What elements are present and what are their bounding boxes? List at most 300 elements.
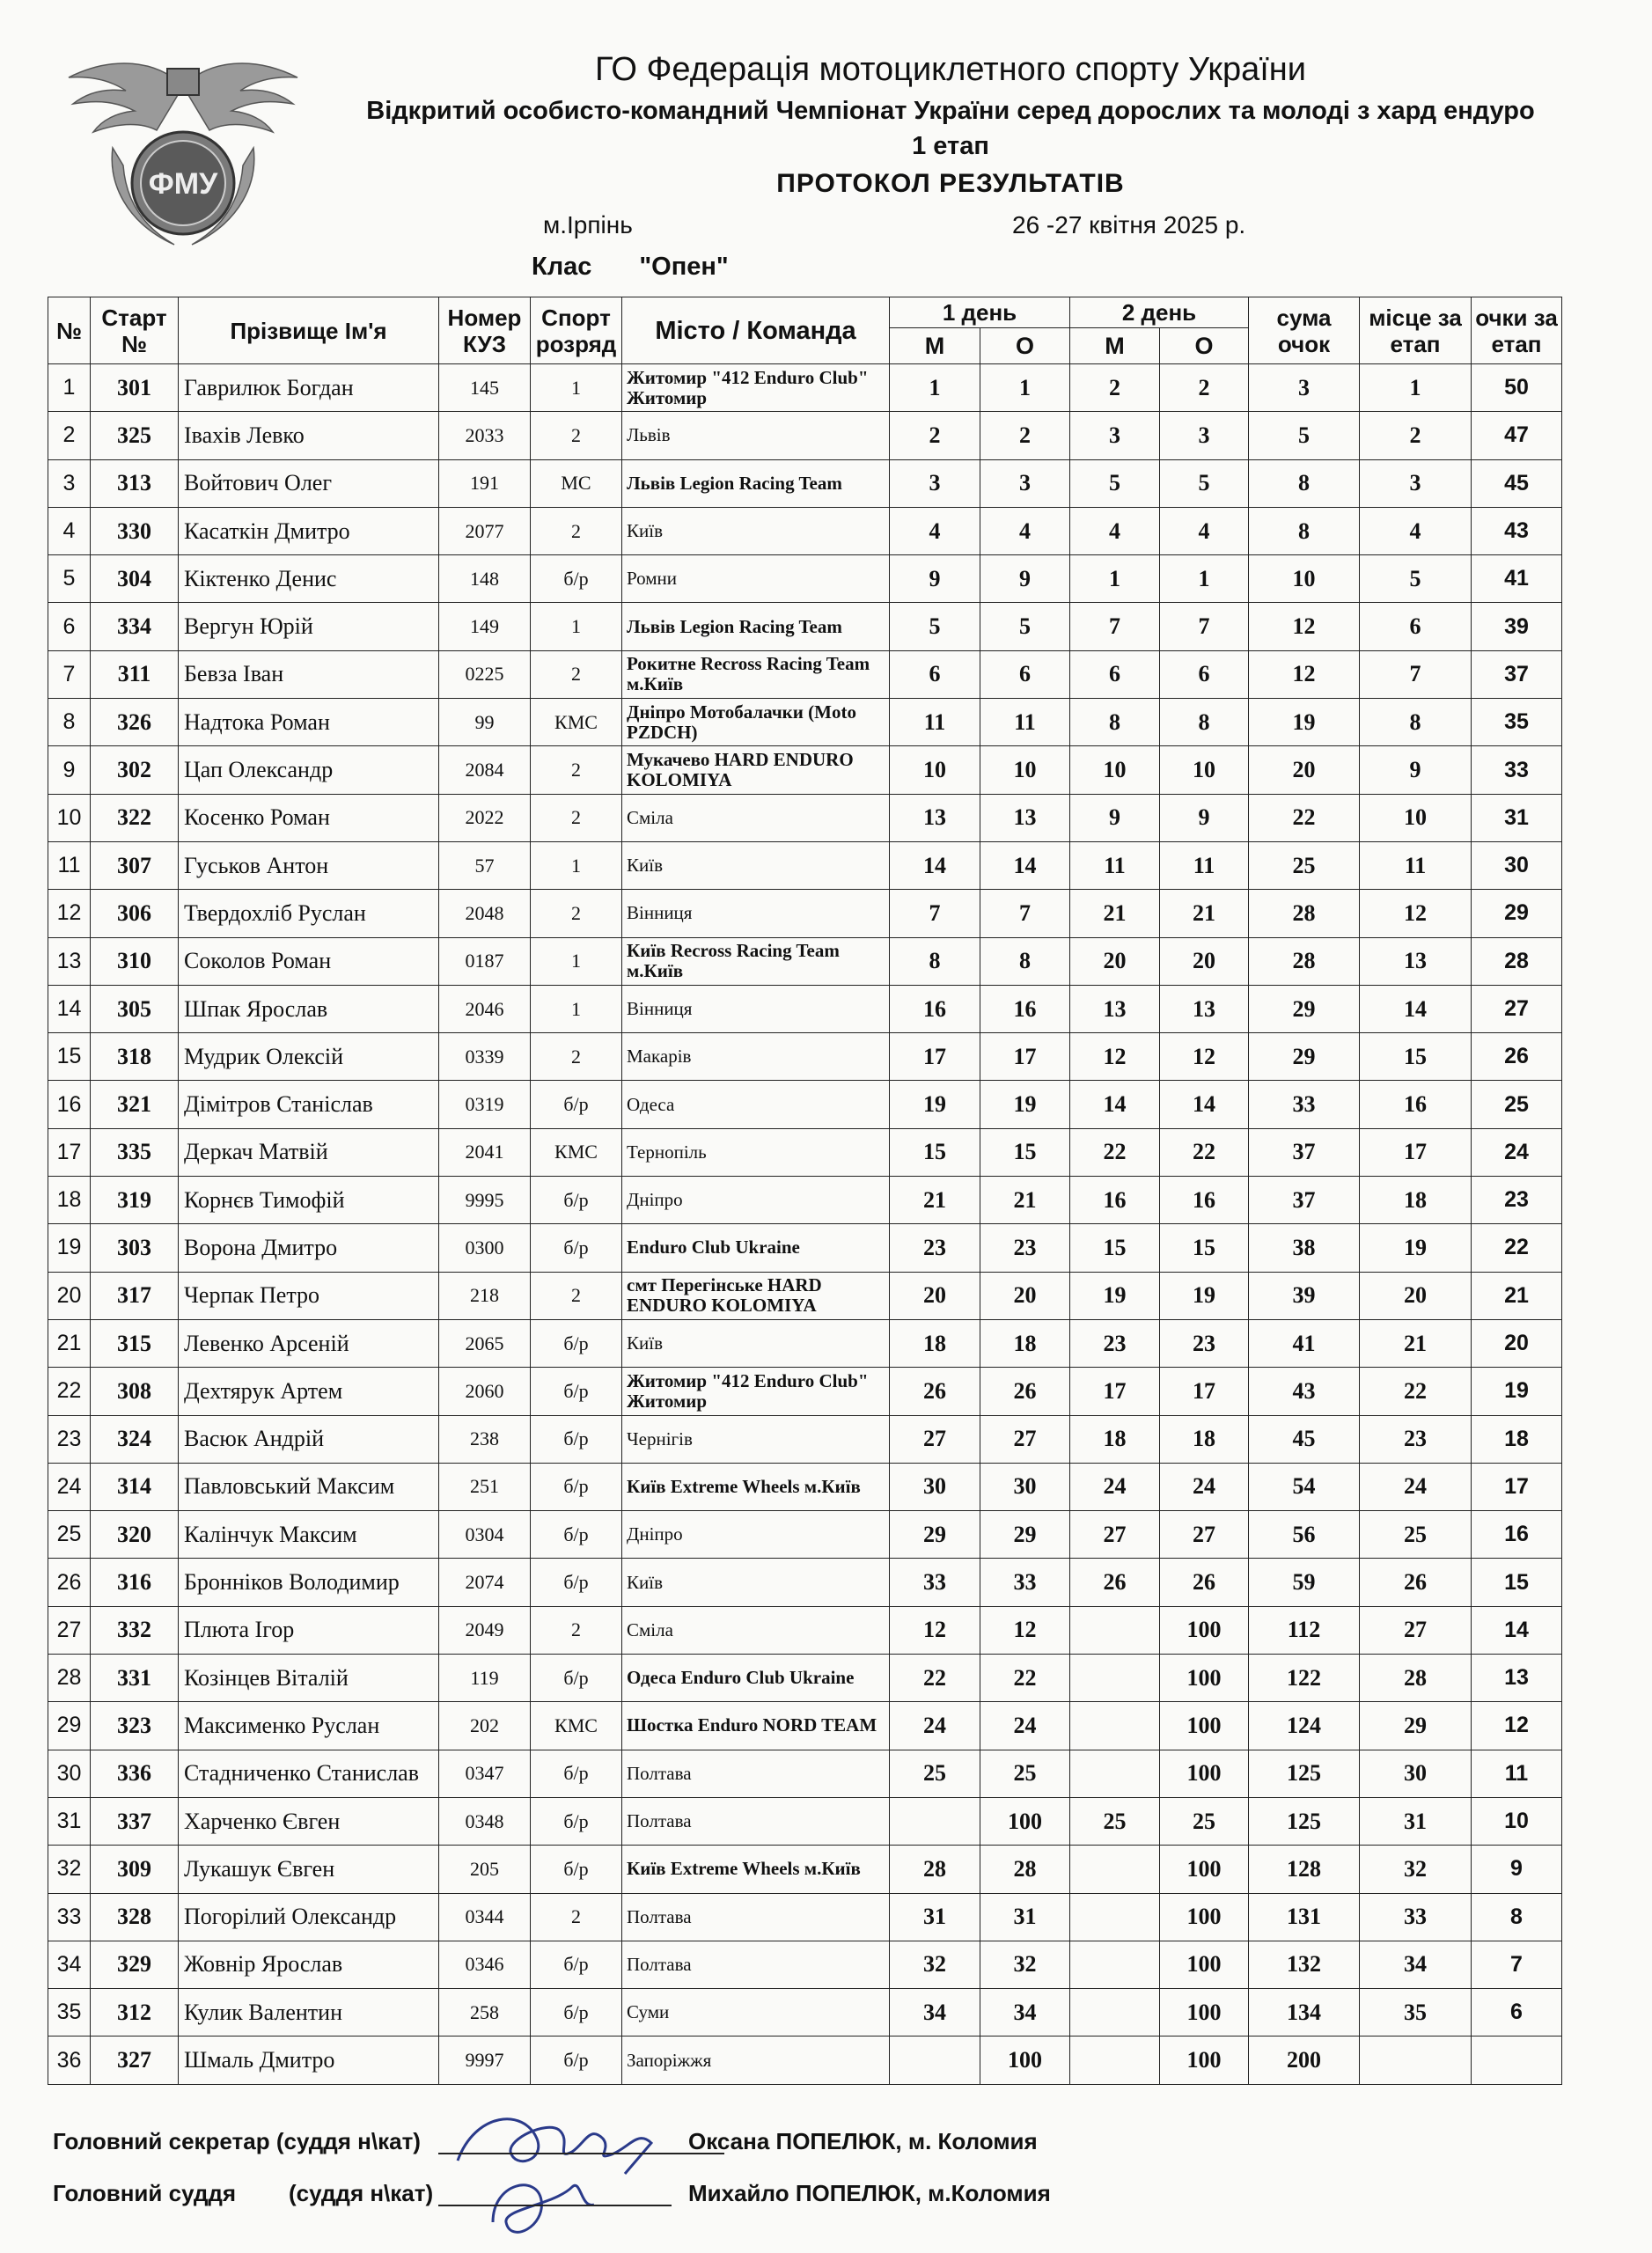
cell-m2 [1070,1655,1160,1702]
cell-city: Полтава [622,1750,890,1797]
cell-name: Бронніков Володимир [179,1559,439,1606]
cell-m2 [1070,1893,1160,1941]
cell-place: 24 [1360,1463,1472,1510]
cell-place: 8 [1360,699,1472,746]
cell-m1: 3 [890,459,980,507]
cell-o1: 21 [980,1177,1070,1224]
cell-m2: 2 [1070,364,1160,412]
cell-sum: 33 [1249,1081,1360,1128]
cell-city: Тернопіль [622,1128,890,1176]
cell-m1: 23 [890,1224,980,1272]
cell-start: 336 [91,1750,179,1797]
event-date: 26 -27 квітня 2025 р. [1012,211,1246,239]
handwritten-signature [440,2077,704,2253]
col-pos: № [48,297,91,364]
cell-o2: 2 [1160,364,1249,412]
cell-place: 22 [1360,1368,1472,1415]
cell-o2: 23 [1160,1319,1249,1367]
table-row [48,1415,1562,1463]
cell-o2: 22 [1160,1128,1249,1176]
cell-place: 5 [1360,555,1472,603]
cell-kuz: 0319 [439,1081,531,1128]
cell-rank: 1 [531,364,622,412]
cell-sum: 128 [1249,1846,1360,1893]
cell-place: 30 [1360,1750,1472,1797]
cell-m1: 15 [890,1128,980,1176]
cell-o1: 33 [980,1559,1070,1606]
cell-rank: б/р [531,1989,622,2037]
event-place: м.Ірпінь [543,211,633,239]
cell-sum: 25 [1249,841,1360,889]
table-row [48,1511,1562,1559]
cell-pos: 4 [48,507,91,554]
cell-place: 7 [1360,650,1472,698]
cell-sum: 38 [1249,1224,1360,1272]
cell-city: Полтава [622,1941,890,1988]
cell-place: 34 [1360,1941,1472,1988]
cell-place: 23 [1360,1415,1472,1463]
cell-m2: 7 [1070,603,1160,650]
cell-kuz: 2049 [439,1606,531,1654]
table-row [48,507,1562,554]
cell-place: 35 [1360,1989,1472,2037]
cell-points: 18 [1472,1415,1562,1463]
table-row [48,2037,1562,2084]
cell-o1: 8 [980,937,1070,985]
cell-name: Цап Олександр [179,746,439,794]
cell-rank: б/р [531,1319,622,1367]
cell-o1: 34 [980,1989,1070,2037]
cell-m1: 4 [890,507,980,554]
svg-text:ФМУ: ФМУ [148,167,218,201]
table-row [48,1319,1562,1367]
cell-kuz: 99 [439,699,531,746]
cell-rank: 2 [531,1033,622,1081]
cell-o2: 14 [1160,1081,1249,1128]
cell-sum: 29 [1249,985,1360,1032]
cell-name: Гуськов Антон [179,841,439,889]
cell-city: Запоріжжя [622,2037,890,2084]
cell-m2 [1070,1750,1160,1797]
cell-city: Чернігів [622,1415,890,1463]
cell-place: 19 [1360,1224,1472,1272]
cell-kuz: 2041 [439,1128,531,1176]
cell-rank: 2 [531,1893,622,1941]
cell-place: 25 [1360,1511,1472,1559]
stage-title: 1 етап [912,132,989,160]
cell-points: 23 [1472,1177,1562,1224]
cell-city: Дніпро [622,1177,890,1224]
cell-o2: 100 [1160,2037,1249,2084]
cell-pos: 8 [48,699,91,746]
cell-points: 9 [1472,1846,1562,1893]
cell-o1: 25 [980,1750,1070,1797]
results-table [48,297,1562,2085]
cell-city: Житомир "412 Enduro Club" Житомир [622,1368,890,1415]
cell-o2: 12 [1160,1033,1249,1081]
cell-start: 302 [91,746,179,794]
cell-o1: 14 [980,841,1070,889]
cell-o1: 19 [980,1081,1070,1128]
cell-o2: 19 [1160,1272,1249,1319]
cell-points: 31 [1472,794,1562,841]
cell-m1: 26 [890,1368,980,1415]
cell-o2: 16 [1160,1177,1249,1224]
cell-m2: 5 [1070,459,1160,507]
cell-sum: 10 [1249,555,1360,603]
cell-o2: 11 [1160,841,1249,889]
cell-rank: 2 [531,412,622,459]
cell-name: Максименко Руслан [179,1702,439,1750]
cell-m2: 23 [1070,1319,1160,1367]
cell-sum: 28 [1249,890,1360,937]
cell-o2: 7 [1160,603,1249,650]
cell-start: 301 [91,364,179,412]
cell-m2 [1070,2037,1160,2084]
cell-sum: 20 [1249,746,1360,794]
table-row [48,1177,1562,1224]
cell-kuz: 2060 [439,1368,531,1415]
cell-start: 337 [91,1797,179,1845]
cell-pos: 21 [48,1319,91,1367]
cell-city: Вінниця [622,985,890,1032]
cell-name: Левенко Арсеній [179,1319,439,1367]
cell-pos: 6 [48,603,91,650]
cell-pos: 10 [48,794,91,841]
cell-o1: 10 [980,746,1070,794]
table-row [48,841,1562,889]
cell-m2: 1 [1070,555,1160,603]
cell-city: Київ [622,841,890,889]
cell-rank: 2 [531,1272,622,1319]
cell-o2: 10 [1160,746,1249,794]
secretary-name: Оксана ПОПЕЛЮК, м. Коломия [688,2128,1038,2154]
cell-pos: 17 [48,1128,91,1176]
col-day1: 1 день [890,297,1070,328]
cell-name: Твердохліб Руслан [179,890,439,937]
cell-m1: 13 [890,794,980,841]
cell-start: 307 [91,841,179,889]
cell-place: 2 [1360,412,1472,459]
cell-kuz: 145 [439,364,531,412]
cell-place: 15 [1360,1033,1472,1081]
cell-name: Бевза Іван [179,650,439,698]
cell-o1: 27 [980,1415,1070,1463]
table-row [48,699,1562,746]
cell-name: Вергун Юрій [179,603,439,650]
cell-pos: 19 [48,1224,91,1272]
cell-points: 14 [1472,1606,1562,1654]
cell-kuz: 57 [439,841,531,889]
table-row [48,1941,1562,1988]
cell-m2: 18 [1070,1415,1160,1463]
protocol-title: ПРОТОКОЛ РЕЗУЛЬТАТІВ [776,169,1125,198]
cell-o1: 3 [980,459,1070,507]
col-day1-m: М [890,328,980,364]
cell-kuz: 148 [439,555,531,603]
cell-m2 [1070,1606,1160,1654]
cell-start: 315 [91,1319,179,1367]
cell-m2: 16 [1070,1177,1160,1224]
cell-m1 [890,1797,980,1845]
cell-pos: 9 [48,746,91,794]
cell-o1: 5 [980,603,1070,650]
cell-place: 31 [1360,1797,1472,1845]
cell-pos: 35 [48,1989,91,2037]
secretary-line [438,2153,724,2154]
cell-pos: 11 [48,841,91,889]
cell-place: 18 [1360,1177,1472,1224]
cell-points: 11 [1472,1750,1562,1797]
cell-sum: 134 [1249,1989,1360,2037]
cell-o1: 100 [980,2037,1070,2084]
cell-place: 6 [1360,603,1472,650]
cell-m1: 6 [890,650,980,698]
table-row [48,1081,1562,1128]
cell-name: Павловський Максим [179,1463,439,1510]
cell-city: Макарів [622,1033,890,1081]
table-row [48,1655,1562,1702]
cell-start: 326 [91,699,179,746]
cell-pos: 25 [48,1511,91,1559]
cell-o2: 5 [1160,459,1249,507]
cell-rank: б/р [531,1750,622,1797]
cell-kuz: 0187 [439,937,531,985]
cell-o2: 13 [1160,985,1249,1032]
cell-place: 17 [1360,1128,1472,1176]
cell-rank: б/р [531,555,622,603]
cell-rank: б/р [531,1224,622,1272]
cell-m2: 26 [1070,1559,1160,1606]
cell-pos: 27 [48,1606,91,1654]
cell-place: 1 [1360,364,1472,412]
cell-kuz: 2048 [439,890,531,937]
cell-city: Сміла [622,1606,890,1654]
cell-pos: 15 [48,1033,91,1081]
cell-points: 26 [1472,1033,1562,1081]
cell-m1: 25 [890,1750,980,1797]
cell-points: 50 [1472,364,1562,412]
cell-rank: 1 [531,603,622,650]
table-row [48,459,1562,507]
cell-points: 20 [1472,1319,1562,1367]
cell-pos: 26 [48,1559,91,1606]
cell-name: Шмаль Дмитро [179,2037,439,2084]
cell-place: 10 [1360,794,1472,841]
cell-m2: 4 [1070,507,1160,554]
cell-rank: 2 [531,794,622,841]
cell-place: 28 [1360,1655,1472,1702]
cell-place: 4 [1360,507,1472,554]
cell-city: Київ [622,1559,890,1606]
cell-o2: 100 [1160,1846,1249,1893]
cell-city: Enduro Club Ukraine [622,1224,890,1272]
cell-place: 26 [1360,1559,1472,1606]
cell-o1: 28 [980,1846,1070,1893]
cell-kuz: 258 [439,1989,531,2037]
cell-kuz: 2074 [439,1559,531,1606]
cell-start: 322 [91,794,179,841]
cell-m1: 12 [890,1606,980,1654]
cell-o2: 17 [1160,1368,1249,1415]
cell-m1: 31 [890,1893,980,1941]
cell-o1: 13 [980,794,1070,841]
cell-name: Корнєв Тимофій [179,1177,439,1224]
cell-rank: б/р [531,1559,622,1606]
cell-m2 [1070,1989,1160,2037]
table-row [48,650,1562,698]
cell-city: Львів Legion Racing Team [622,603,890,650]
cell-place: 21 [1360,1319,1472,1367]
cell-o1: 7 [980,890,1070,937]
cell-o2: 1 [1160,555,1249,603]
cell-name: Касаткін Дмитро [179,507,439,554]
cell-o2: 26 [1160,1559,1249,1606]
cell-m1: 16 [890,985,980,1032]
cell-city: Одеса Enduro Club Ukraine [622,1655,890,1702]
cell-o1: 100 [980,1797,1070,1845]
cell-sum: 12 [1249,650,1360,698]
cell-rank: б/р [531,1177,622,1224]
cell-name: Харченко Євген [179,1797,439,1845]
cell-points: 28 [1472,937,1562,985]
cell-o1: 17 [980,1033,1070,1081]
col-rank: Спорт розряд [531,297,622,364]
cell-o1: 18 [980,1319,1070,1367]
cell-m1: 10 [890,746,980,794]
cell-name: Войтович Олег [179,459,439,507]
class-line [532,253,729,282]
cell-city: Київ Recross Racing Team м.Київ [622,937,890,985]
cell-m2: 12 [1070,1033,1160,1081]
cell-place: 29 [1360,1702,1472,1750]
cell-m1: 8 [890,937,980,985]
cell-sum: 43 [1249,1368,1360,1415]
cell-pos: 23 [48,1415,91,1463]
cell-kuz: 191 [439,459,531,507]
cell-start: 329 [91,1941,179,1988]
cell-city: Київ Extreme Wheels м.Київ [622,1463,890,1510]
cell-m2: 10 [1070,746,1160,794]
cell-o1: 16 [980,985,1070,1032]
cell-rank: КМС [531,699,622,746]
col-day2-o: О [1160,328,1249,364]
cell-m2: 6 [1070,650,1160,698]
cell-kuz: 2022 [439,794,531,841]
championship-title: Відкритий особисто-командний Чемпіонат України серед дорослих та молоді з хард ендуро [366,97,1535,125]
cell-rank: МС [531,459,622,507]
cell-o2: 27 [1160,1511,1249,1559]
cell-m2: 14 [1070,1081,1160,1128]
cell-pos: 7 [48,650,91,698]
cell-points: 19 [1472,1368,1562,1415]
cell-m2: 25 [1070,1797,1160,1845]
cell-pos: 12 [48,890,91,937]
cell-name: Мудрик Олексій [179,1033,439,1081]
cell-points: 45 [1472,459,1562,507]
cell-o1: 29 [980,1511,1070,1559]
cell-name: Жовнір Ярослав [179,1941,439,1988]
cell-o2: 100 [1160,1893,1249,1941]
cell-sum: 39 [1249,1272,1360,1319]
cell-start: 316 [91,1559,179,1606]
cell-sum: 3 [1249,364,1360,412]
cell-points: 41 [1472,555,1562,603]
cell-sum: 8 [1249,507,1360,554]
cell-kuz: 2033 [439,412,531,459]
cell-m2: 3 [1070,412,1160,459]
cell-kuz: 238 [439,1415,531,1463]
cell-sum: 37 [1249,1177,1360,1224]
cell-kuz: 9997 [439,2037,531,2084]
cell-points: 43 [1472,507,1562,554]
cell-m1: 18 [890,1319,980,1367]
cell-kuz: 9995 [439,1177,531,1224]
cell-sum: 45 [1249,1415,1360,1463]
cell-name: Плюта Ігор [179,1606,439,1654]
cell-o1: 31 [980,1893,1070,1941]
cell-o2: 100 [1160,1655,1249,1702]
cell-name: Васюк Андрій [179,1415,439,1463]
cell-start: 323 [91,1702,179,1750]
cell-o2: 100 [1160,1989,1249,2037]
cell-o1: 6 [980,650,1070,698]
table-row [48,1224,1562,1272]
cell-rank: б/р [531,2037,622,2084]
cell-place: 27 [1360,1606,1472,1654]
cell-start: 303 [91,1224,179,1272]
cell-kuz: 0225 [439,650,531,698]
cell-name: Козінцев Віталій [179,1655,439,1702]
cell-points: 27 [1472,985,1562,1032]
cell-sum: 37 [1249,1128,1360,1176]
cell-start: 314 [91,1463,179,1510]
cell-kuz: 2077 [439,507,531,554]
cell-city: Дніпро Мотобалачки (Moto PZDCH) [622,699,890,746]
cell-o1: 1 [980,364,1070,412]
table-row [48,1750,1562,1797]
cell-m1: 30 [890,1463,980,1510]
cell-m1: 29 [890,1511,980,1559]
table-row [48,890,1562,937]
cell-m1: 24 [890,1702,980,1750]
cell-place: 11 [1360,841,1472,889]
cell-o2: 20 [1160,937,1249,985]
cell-start: 332 [91,1606,179,1654]
table-row [48,937,1562,985]
cell-pos: 20 [48,1272,91,1319]
cell-points: 8 [1472,1893,1562,1941]
cell-points: 30 [1472,841,1562,889]
cell-start: 312 [91,1989,179,2037]
cell-city: Одеса [622,1081,890,1128]
cell-start: 318 [91,1033,179,1081]
cell-city: смт Перегінське HARD ENDURO KOLOMIYA [622,1272,890,1319]
cell-o2: 21 [1160,890,1249,937]
class-value: "Опен" [639,253,729,281]
cell-m1: 34 [890,1989,980,2037]
cell-city: Львів [622,412,890,459]
cell-pos: 34 [48,1941,91,1988]
cell-o1: 30 [980,1463,1070,1510]
cell-kuz: 0304 [439,1511,531,1559]
cell-m2: 27 [1070,1511,1160,1559]
cell-sum: 19 [1249,699,1360,746]
cell-rank: КМС [531,1128,622,1176]
cell-m1: 9 [890,555,980,603]
cell-points [1472,2037,1562,2084]
cell-name: Івахів Левко [179,412,439,459]
